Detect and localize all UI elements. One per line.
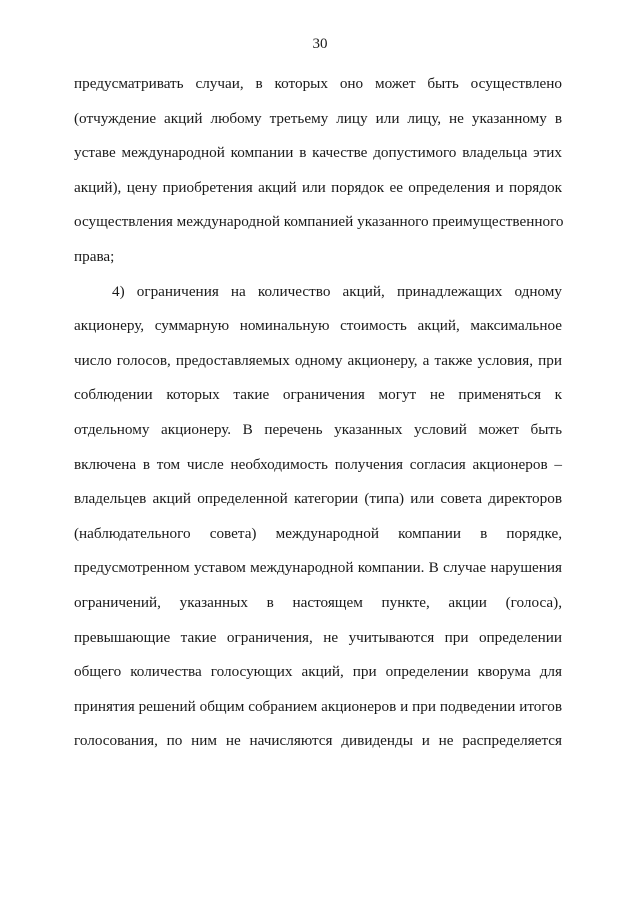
text-line: предусмотренном уставом международной компании. В случае нарушения bbox=[74, 559, 562, 577]
paragraph-item-4 bbox=[74, 282, 562, 766]
text-line: права; bbox=[74, 247, 115, 265]
text-line: владельцев акций определенной категории (типа) или совета директоров bbox=[74, 490, 562, 508]
text-line: акционеру, суммарную номинальную стоимость акций, максимальное bbox=[74, 317, 562, 335]
paragraph-continuation bbox=[74, 74, 562, 282]
text-line: соблюдении которых такие ограничения могут не применяться к bbox=[74, 386, 562, 404]
text-line: осуществления международной компанией указанного преимущественного bbox=[74, 213, 564, 231]
text-line: 4) ограничения на количество акций, принадлежащих одному bbox=[112, 282, 562, 300]
text-line: число голосов, предоставляемых одному акционеру, а также условия, при bbox=[74, 351, 562, 369]
text-line: предусматривать случаи, в которых оно может быть осуществлено bbox=[74, 75, 562, 92]
text-line: акций), цену приобретения акций или порядок ее определения и порядок bbox=[74, 178, 562, 196]
page-number: 30 bbox=[312, 36, 328, 52]
text-line: уставе международной компании в качестве допустимого владельца этих bbox=[74, 144, 562, 162]
document-body bbox=[74, 74, 562, 766]
text-line: общего количества голосующих акций, при определении кворума для bbox=[74, 663, 562, 681]
text-line: включена в том числе необходимость получения согласия акционеров – bbox=[74, 455, 562, 473]
text-line: (отчуждение акций любому третьему лицу или лицу, не указанному в bbox=[74, 109, 562, 127]
text-line: ограничений, указанных в настоящем пункте, акции (голоса), bbox=[74, 593, 562, 611]
text-line: (наблюдательного совета) международной компании в порядке, bbox=[74, 524, 562, 542]
text-line: превышающие такие ограничения, не учитываются при определении bbox=[74, 628, 562, 646]
text-line: голосования, по ним не начисляются дивиденды и не распределяется bbox=[74, 732, 562, 750]
text-line: принятия решений общим собранием акционеров и при подведении итогов bbox=[74, 697, 562, 715]
text-line: отдельному акционеру. В перечень указанных условий может быть bbox=[74, 420, 562, 438]
